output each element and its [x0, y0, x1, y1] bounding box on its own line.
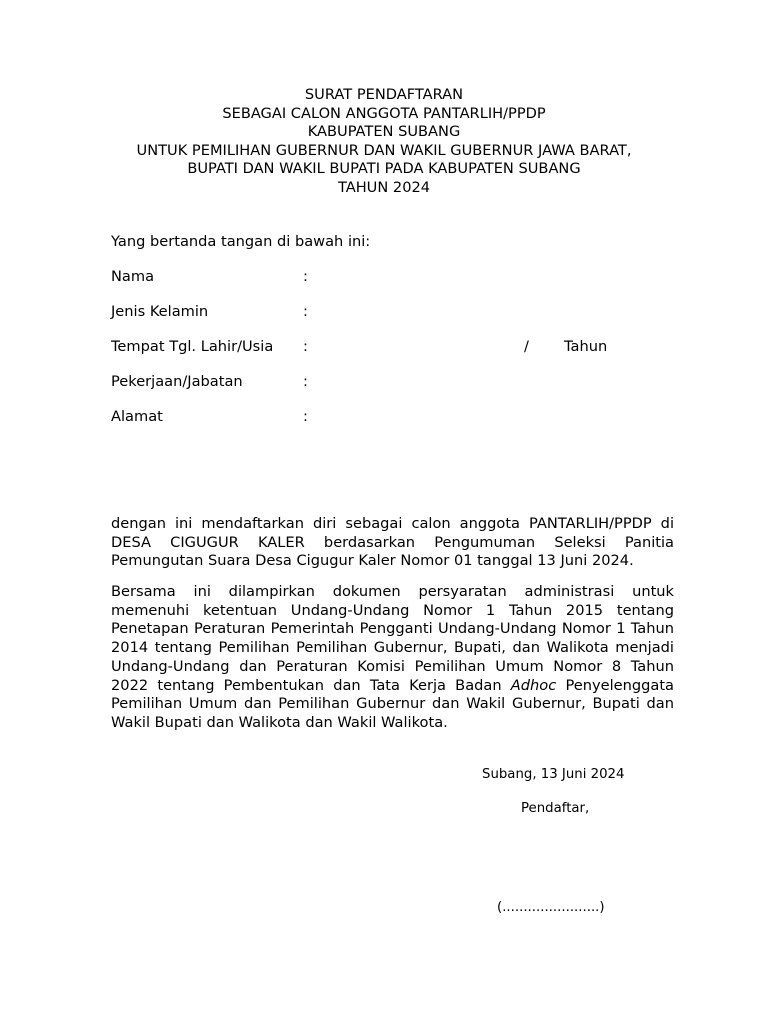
field-label: Pekerjaan/Jabatan: [111, 373, 243, 390]
field-colon: :: [303, 303, 308, 320]
title-line-2: SEBAGAI CALON ANGGOTA PANTARLIH/PPDP: [222, 104, 546, 122]
signature-role: Pendaftar,: [521, 801, 590, 816]
paragraph-attachments-italic: Adhoc: [510, 676, 557, 694]
paragraph-attachments-text-1: Bersama ini dilampirkan dokumen persyaratan administrasi untuk memenuhi ketentuan Undang-Undang Nomor 1 Tahun 2015 tentang Penetapan Peraturan Pemerintah Pengganti Undang-Undang Nomor 1 Tahun 2014 tentang Pemilihan Pemilihan Gubernur, Bupati, dan Walikota menjadi Undang-Undang dan Peraturan Komisi Pemilihan Umum Nomor 8 Tahun 2022 tentang Pembentukan dan Tata Kerja Badan: [111, 583, 674, 694]
signature-name-line: (.......................): [497, 900, 605, 915]
field-colon: :: [303, 338, 308, 355]
field-slash: /: [524, 338, 529, 355]
title-line-3: KABUPATEN SUBANG: [307, 123, 461, 141]
field-label: Tempat Tgl. Lahir/Usia: [111, 338, 274, 355]
title-line-5: BUPATI DAN WAKIL BUPATI PADA KABUPATEN SUBANG: [187, 160, 581, 178]
field-colon: :: [303, 268, 308, 285]
paragraph-attachments-text-2: Penyelenggata Pemilihan Umum dan Pemilihan Gubernur dan Wakil Gubernur, Bupati dan Wakil Bupati dan Walikota dan Wakil Walikota.: [111, 676, 674, 731]
field-tempat-tgl-lahir: [111, 338, 671, 358]
field-year-label: Tahun: [564, 338, 608, 355]
field-nama: [111, 268, 671, 288]
field-alamat: [111, 408, 671, 428]
intro-text: Yang bertanda tangan di bawah ini:: [111, 233, 371, 250]
field-colon: :: [303, 373, 308, 390]
paragraph-attachments: [111, 583, 674, 733]
field-label: Nama: [111, 268, 155, 285]
title-line-1: SURAT PENDAFTARAN: [304, 86, 464, 103]
field-pekerjaan: [111, 373, 671, 393]
field-label: Jenis Kelamin: [111, 303, 209, 320]
title-line-4: UNTUK PEMILIHAN GUBERNUR DAN WAKIL GUBERNUR JAWA BARAT,: [136, 141, 632, 159]
field-jenis-kelamin: [111, 303, 671, 323]
field-colon: :: [303, 408, 308, 425]
document-title: [100, 86, 668, 198]
signature-place-date: Subang, 13 Juni 2024: [482, 767, 625, 782]
field-label: Alamat: [111, 408, 163, 425]
paragraph-registration: dengan ini mendaftarkan diri sebagai calon anggota PANTARLIH/PPDP di DESA CIGUGUR KALER berdasarkan Pengumuman Seleksi Panitia Pemungutan Suara Desa Cigugur Kaler Nomor 01 tanggal 13 Juni 2024.: [111, 515, 674, 570]
title-line-6: TAHUN 2024: [337, 178, 431, 196]
